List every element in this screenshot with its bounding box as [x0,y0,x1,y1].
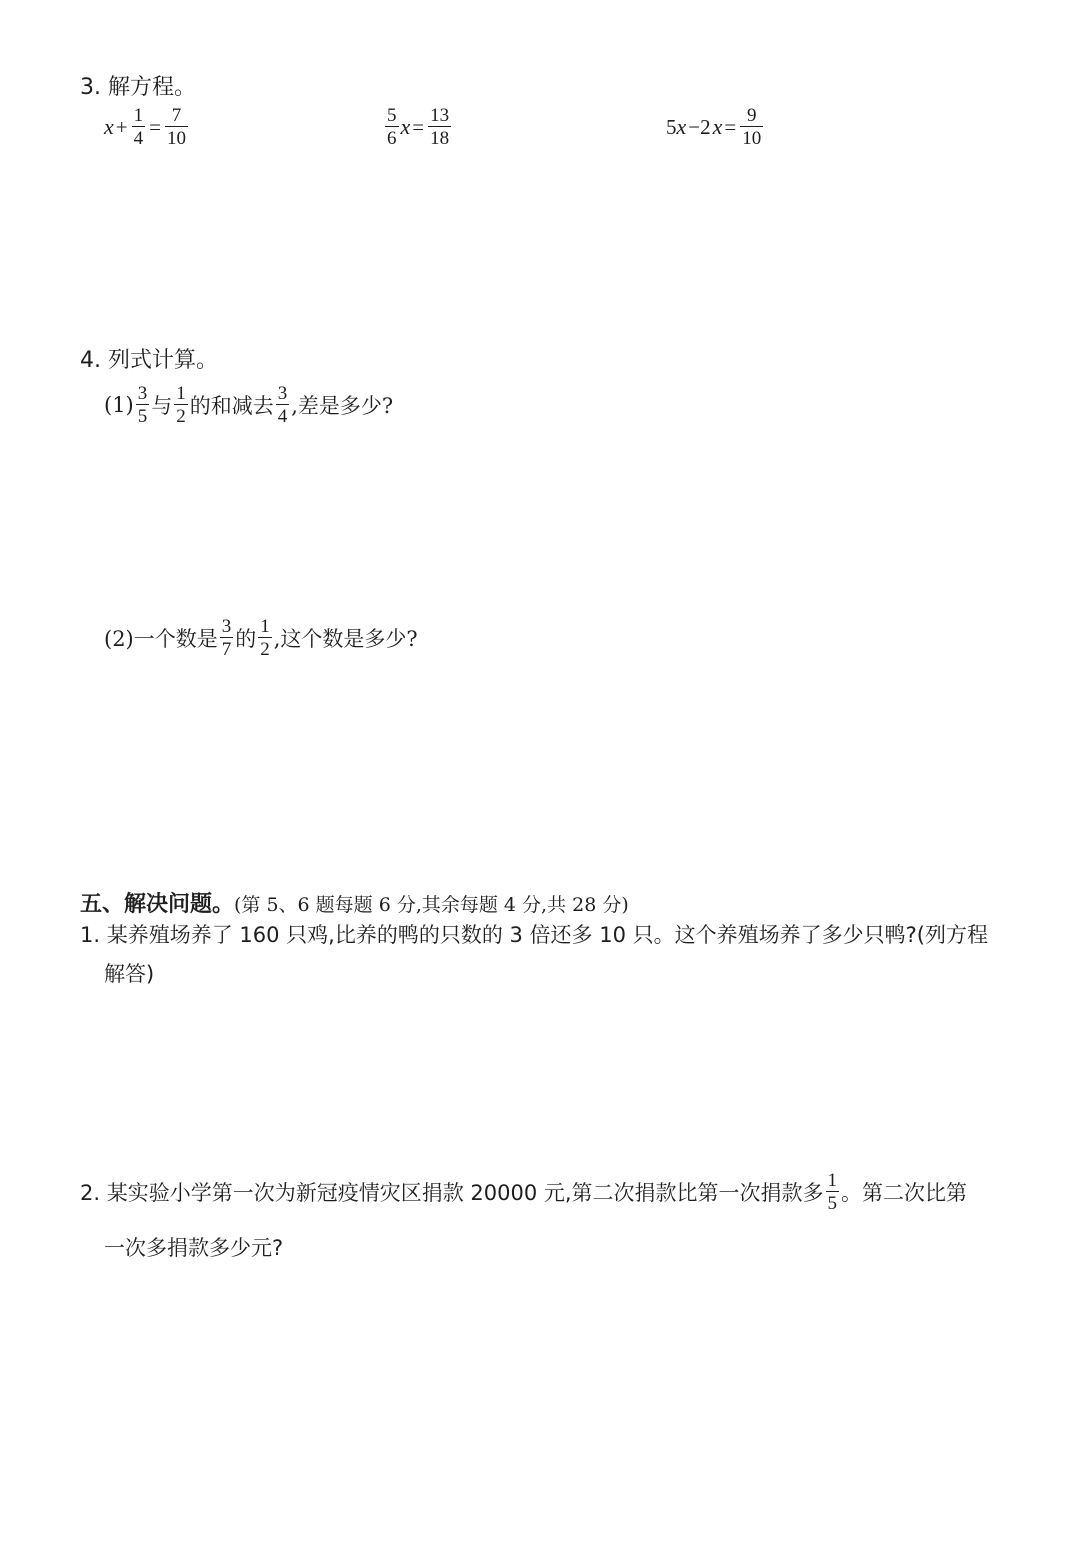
variable-x: x [104,114,114,139]
section-5-header [80,887,629,918]
numerator: 7 [171,105,182,126]
minus-term: −2 [688,114,711,139]
question-4-2 [104,617,418,659]
question-text: 与 [151,394,173,418]
numerator: 3 [137,383,148,404]
fraction [385,106,399,148]
equals-sign: = [724,114,737,139]
denominator: 2 [176,406,186,427]
equation-2 [383,106,453,148]
section-5-score-note: (第 5、6 题每题 6 分,其余每题 4 分,共 28 分) [234,894,629,916]
denominator: 7 [221,639,232,660]
fraction [258,617,272,659]
fraction [132,106,146,148]
equals-sign: = [149,114,161,139]
denominator: 10 [742,128,762,149]
numerator: 1 [827,1170,838,1191]
problem-2-line-2: 一次多捐款多少元? [104,1236,284,1260]
fraction [220,617,234,659]
fraction [136,384,150,426]
question-text: 的和减去 [189,394,274,418]
question-text: ,差是多少? [291,394,394,418]
problem-2-line-1 [80,1171,967,1213]
variable-x: x [400,114,411,139]
section-4-title: 4. 列式计算。 [80,348,218,373]
denominator: 5 [137,406,148,427]
fraction [174,384,188,426]
fraction [428,106,451,148]
numerator: 1 [133,105,144,126]
numerator: 3 [221,616,232,637]
problem-text: 。第二次比第 [841,1181,968,1205]
question-prefix: (2)一个数是 [104,627,218,651]
numerator: 13 [430,105,450,126]
question-prefix: (1) [104,393,134,417]
denominator: 2 [260,639,270,660]
equation-3 [666,106,765,148]
numerator: 1 [260,616,270,637]
fraction [276,384,290,426]
question-text: ,这个数是多少? [273,627,418,651]
equals-sign: = [412,114,425,139]
denominator: 4 [133,128,144,149]
problem-1-line-1: 1. 某养殖场养了 160 只鸡,比养的鸭的只数的 3 倍还多 10 只。这个养殖场养了多少只鸭?(列方程 [80,923,988,947]
coefficient: 5 [666,114,677,139]
question-4-1 [104,384,393,426]
section-5-title: 五、解决问题。 [80,892,235,917]
denominator: 5 [827,1193,838,1214]
numerator: 3 [277,383,288,404]
denominator: 6 [387,128,397,149]
equation-1 [104,106,190,148]
numerator: 5 [387,105,397,126]
question-text: 的 [235,627,257,651]
fraction [740,106,763,148]
section-3-title: 3. 解方程。 [80,75,196,100]
variable-x: x [676,114,687,139]
denominator: 10 [166,128,186,149]
numerator: 9 [746,105,757,126]
numerator: 1 [176,383,186,404]
fraction [826,1171,840,1213]
variable-x: x [712,114,723,139]
fraction [165,106,188,148]
problem-1-line-2: 解答) [104,962,155,986]
denominator: 4 [277,406,288,427]
denominator: 18 [430,128,450,149]
plus-sign: + [115,114,128,139]
problem-text: 2. 某实验小学第一次为新冠疫情灾区捐款 20000 元,第二次捐款比第一次捐款多 [80,1181,824,1205]
